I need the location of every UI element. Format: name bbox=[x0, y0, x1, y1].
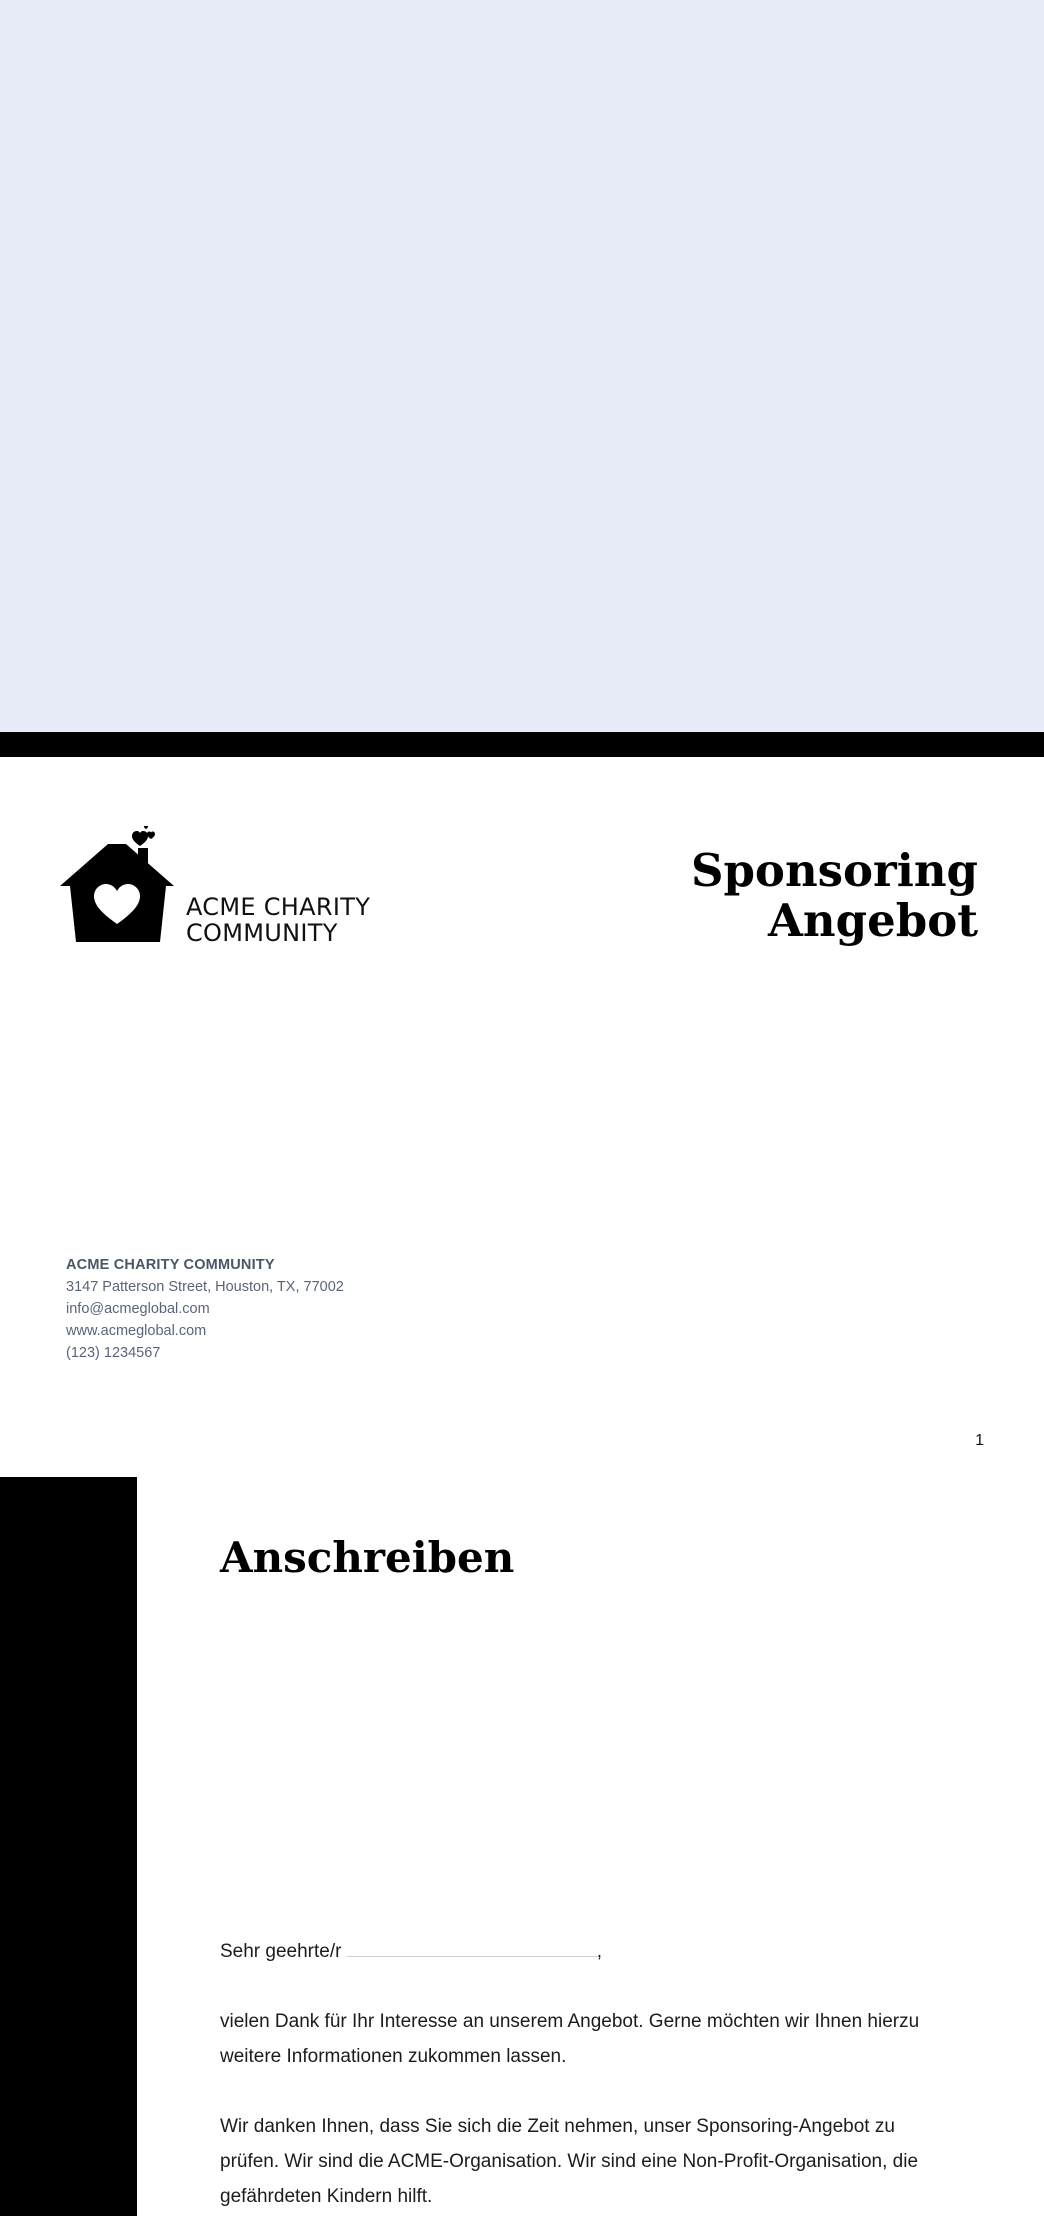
contact-address: 3147 Patterson Street, Houston, TX, 77002 bbox=[66, 1279, 344, 1295]
contact-block bbox=[66, 1254, 344, 1364]
recipient-name-blank bbox=[347, 1934, 597, 1957]
salutation-text: Sehr geehrte/r bbox=[220, 1941, 342, 1962]
page-side-bar bbox=[0, 1477, 137, 2216]
company-logo bbox=[60, 826, 380, 946]
house-heart-icon bbox=[60, 826, 180, 946]
letter-paragraph-1: vielen Dank für Ihr Interesse an unserem Angebot. Gerne möchten wir Ihnen hierzu weitere Informationen zukommen lassen. bbox=[220, 2011, 920, 2067]
cover-divider-bar bbox=[0, 732, 1044, 757]
title-line-2: Angebot bbox=[768, 894, 978, 947]
logo-line-2: COMMUNITY bbox=[186, 919, 338, 947]
logo-text bbox=[186, 894, 370, 946]
section-title: Anschreiben bbox=[220, 1533, 515, 1582]
letter-paragraph-2: Wir danken Ihnen, dass Sie sich die Zeit nehmen, unser Sponsoring-Angebot zu prüfen. Wir sind die ACME-Organisation. Wir sind eine Non-Profit-Organisation, die gefährdeten Kindern hilft. bbox=[220, 2116, 919, 2207]
contact-email: info@acmeglobal.com bbox=[66, 1301, 210, 1317]
logo-line-1: ACME CHARITY bbox=[186, 893, 371, 921]
document-title bbox=[691, 846, 978, 946]
cover-band bbox=[0, 0, 1044, 732]
contact-website: www.acmeglobal.com bbox=[66, 1323, 207, 1339]
title-line-1: Sponsoring bbox=[690, 844, 978, 897]
contact-phone: (123) 1234567 bbox=[66, 1345, 161, 1361]
contact-org: ACME CHARITY COMMUNITY bbox=[66, 1257, 275, 1273]
salutation-comma: , bbox=[596, 1941, 603, 1962]
letter-salutation bbox=[220, 1934, 920, 1969]
page-number: 1 bbox=[975, 1432, 984, 1449]
